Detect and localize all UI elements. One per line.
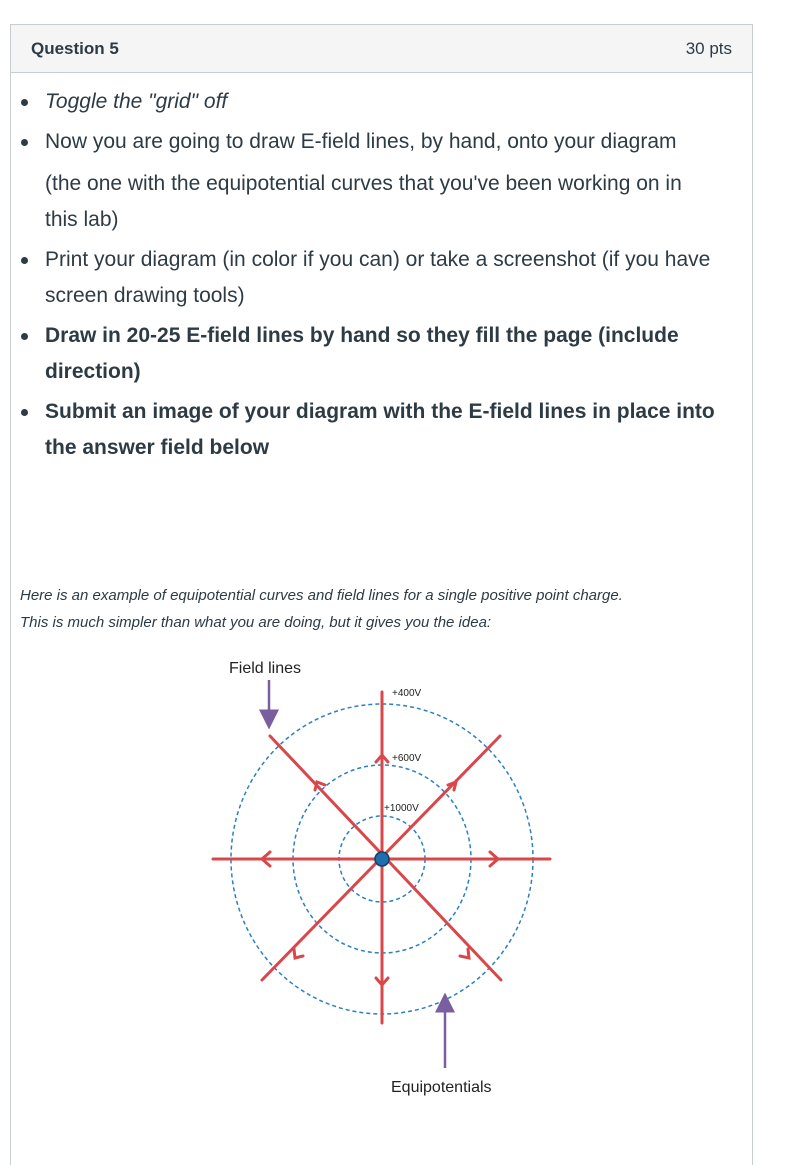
caption-line: This is much simpler than what you are doing, but it gives you the idea: [20,614,492,631]
field-arrow [460,949,469,958]
bullet-text: Now you are going to draw E-field lines, by hand, onto your diagram [45,130,677,153]
caption-line: Here is an example of equipotential curves and field lines for a single positive point charge. [20,587,623,604]
label-600v: +600V [392,753,422,764]
label-400v: +400V [392,688,422,699]
bullet-text: Draw in 20-25 E-field lines by hand so they fill the page (include direction) [45,324,679,383]
point-charge [375,852,389,866]
field-lines-label: Field lines [229,660,302,677]
label-1000v: +1000V [384,803,419,814]
bullet-text: Submit an image of your diagram with the E-field lines in place into the answer field below [45,400,715,459]
field-arrow [294,949,303,958]
question-points: 30 pts [685,38,732,58]
bullet-text: Toggle the "grid" off [45,90,228,113]
question-title: Question 5 [31,38,119,58]
bullet-subtext: (the one with the equipotential curves that you've been working on in this lab) [45,172,682,231]
equipotentials-label: Equipotentials [391,1079,492,1096]
bullet-text: Print your diagram (in color if you can) or take a screenshot (if you have screen drawing tools) [45,248,711,307]
